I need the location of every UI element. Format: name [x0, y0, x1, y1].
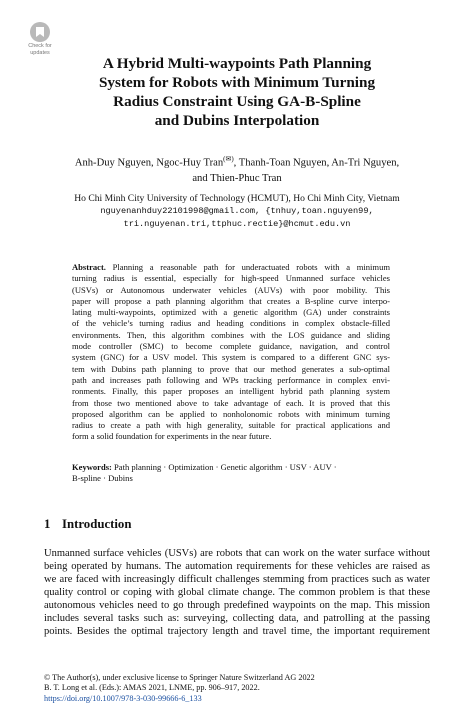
keywords-line-1	[72, 462, 390, 473]
authors-part-2: , Thanh-Toan Nguyen, An-Tri Nguyen,	[233, 157, 400, 169]
abstract-line: tem with Dubins path planning to prove that our method generates a sub-optimal	[72, 363, 390, 374]
body-line: being operated by humans. The automation requirements for these vehicles are raised as	[44, 561, 430, 573]
body-line: points. Besides the optimal trajectory length and travel time, the important requirement	[44, 626, 430, 638]
doi-link[interactable]: https://doi.org/10.1007/978-3-030-99666-6_133	[44, 693, 202, 703]
title-line: A Hybrid Multi-waypoints Path Planning	[102, 55, 372, 72]
abstract-label: Abstract.	[72, 262, 106, 272]
abstract-line: mode controller (SMC) to become complete guidance, navigation, and control	[72, 341, 390, 352]
abstract-line: (USVs) or Autonomous underwater vehicles (AUVs) with poor mobility. This	[72, 284, 390, 295]
abstract-text: Planning a reasonable path for underactuated robots with a minimum	[112, 262, 390, 272]
institution: Ho Chi Minh City University of Technology (HCMUT), Ho Chi Minh City, Vietnam	[74, 193, 400, 204]
abstract	[72, 262, 390, 443]
authors-part-1: Anh-Duy Nguyen, Ngoc-Huy Tran	[74, 157, 224, 169]
check-for-updates-badge[interactable]	[23, 22, 57, 56]
abstract-line: proposed algorithm can be applied to nonholonomic robots with minimum turning	[72, 408, 390, 419]
abstract-line	[72, 262, 390, 273]
abstract-line: lating multi-waypoints, optimized with a genetic algorithm (GA) under constraints	[72, 307, 390, 318]
keywords-label: Keywords:	[72, 462, 112, 472]
abstract-line: environments. Then, this algorithm combines with the LOS guidance and sliding	[72, 329, 390, 340]
author-list	[30, 152, 444, 186]
abstract-line: turning radius is essential, especially for high-speed Unmanned surface vehicles	[72, 273, 390, 284]
abstract-line: radius to create a path with high generality, suitable for practical applications and	[72, 420, 390, 431]
body-line: includes several tasks such as: surveying, collecting data, and patrolling at the passing	[44, 613, 430, 625]
badge-label-1: Check for	[28, 43, 52, 49]
title-line: and Dubins Interpolation	[154, 112, 320, 129]
body-line: Unmanned surface vehicles (USVs) are robots that can work on the water surface without	[44, 548, 430, 559]
email-line: nguyenanhduy22101998@gmail.com, {tnhuy,toan.nguyen99,	[100, 206, 374, 216]
keywords-line-2: B-spline · Dubins	[72, 473, 133, 484]
section-heading	[44, 517, 131, 532]
abstract-line: system (GNC) for a USV model. This system is compared to a different GNC sys-	[72, 352, 390, 363]
corresponding-author-mark[interactable]: (✉)	[223, 155, 234, 163]
authors-line-2: and Thien-Phuc Tran	[192, 172, 282, 184]
abstract-line: of the vehicle’s turning radius and heading conditions in complex obstacle-filled	[72, 318, 390, 329]
citation-line: B. T. Long et al. (Eds.): AMAS 2021, LNME, pp. 906–917, 2022.	[44, 683, 260, 693]
authors-line-1	[30, 152, 444, 171]
paper-title	[40, 54, 434, 130]
keywords	[72, 462, 390, 485]
email-line: tri.nguyenan.tri,ttphuc.rectie}@hcmut.edu.vn	[123, 219, 351, 229]
abstract-line: from those two mentioned above to take advantage of each. It is proved that this	[72, 397, 390, 408]
abstract-line: paper will propose a path planning algorithm that creates a B-spline curve interpo-	[72, 295, 390, 306]
title-line: System for Robots with Minimum Turning	[98, 74, 376, 91]
body-text	[44, 547, 430, 638]
body-line: quality control or coping with global climate change. The common problem is that these	[44, 587, 430, 599]
affiliation	[30, 192, 444, 231]
abstract-line: path and increases path following and WPs tracking performance in complex envi-	[72, 374, 390, 385]
badge-label-2: updates	[30, 50, 50, 56]
body-line: we are faced with increasingly difficult challenges stemming from practices such as water	[44, 574, 430, 586]
abstract-line: ronments. Finally, this paper proposes an intelligent hybrid path planning system	[72, 386, 390, 397]
copyright-footer	[44, 673, 430, 704]
keywords-text: Path planning · Optimization · Genetic algorithm · USV · AUV ·	[114, 462, 337, 472]
section-title: Introduction	[62, 517, 132, 531]
abstract-line: form a solid foundation for experiments in the near future.	[72, 431, 272, 442]
body-line: autonomous vehicles need to go through predefined waypoints on the map. This mission	[44, 600, 430, 612]
section-number: 1	[44, 517, 51, 531]
title-line: Radius Constraint Using GA-B-Spline	[113, 93, 361, 110]
copyright-line: © The Author(s), under exclusive license to Springer Nature Switzerland AG 2022	[44, 673, 315, 682]
bookmark-icon	[30, 22, 50, 42]
